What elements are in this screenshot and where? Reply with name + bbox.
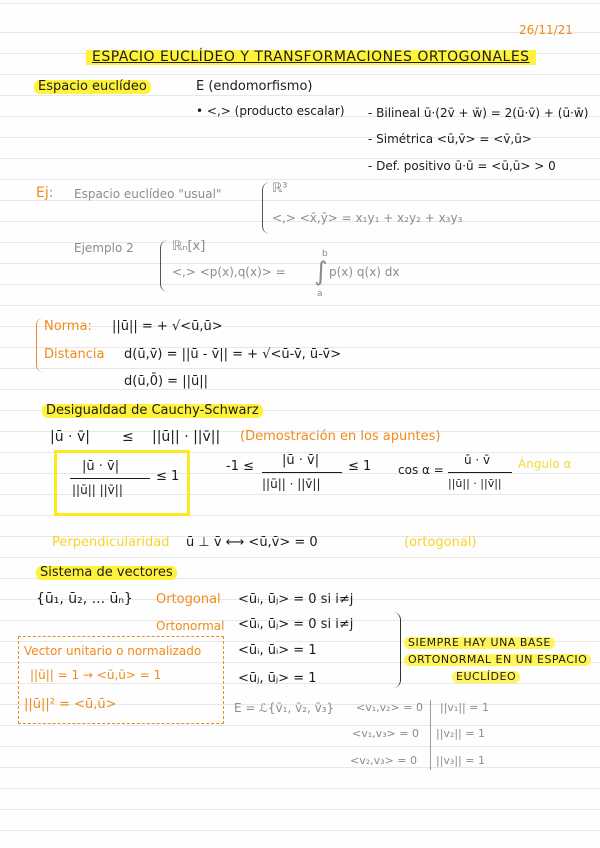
page-title: ESPACIO EUCLÍDEO Y TRANSFORMACIONES ORTOGONALES [86, 50, 536, 65]
example-row1-norm: ||v₁|| = 1 [440, 701, 489, 714]
range-denominator: ||ū|| · ||v̄|| [262, 477, 321, 491]
perp-label: Perpendicularidad [52, 535, 170, 550]
integral-lower: a [317, 289, 323, 299]
example1-product: <,> <x̄,ȳ> = x₁y₁ + x₂y₂ + x₃y₃ [272, 211, 463, 225]
ortonormal-label: Ortonormal [156, 619, 225, 633]
norma-formula: ||ū|| = + √<ū,ū> [112, 319, 223, 334]
example-row2-inner: <v₁,v₃> = 0 [352, 727, 419, 740]
example-row3-norm: ||v₃|| = 1 [436, 754, 485, 767]
cos-bar [448, 472, 512, 473]
range-numerator: |ū · v̄| [282, 453, 320, 468]
prop-bilineal: - Bilineal ū·(2v̄ + w̄) = 2(ū·v̄) + (ū·w̄) [368, 106, 589, 120]
siempre-line3: EUCLÍDEO [452, 671, 520, 683]
norma-label: Norma: [44, 319, 92, 334]
integral-body: p(x) q(x) dx [329, 265, 400, 279]
ortonormal-brace [390, 612, 401, 688]
example-divider [430, 700, 431, 770]
siempre-line1: SIEMPRE HAY UNA BASE [404, 637, 555, 649]
ortonormal-cond2: <ūᵢ, ūᵢ> = 1 [238, 643, 317, 658]
unit-vector-cond: ||ū|| = 1 → <ū,ū> = 1 [30, 668, 162, 682]
unit-vector-title: Vector unitario o normalizado [24, 644, 202, 658]
example-row1-inner: <v₁,v₂> = 0 [356, 701, 423, 714]
range-bar [262, 472, 342, 473]
distancia-label: Distancia [44, 347, 105, 362]
cos-left: cos α = [398, 463, 444, 477]
perp-note: (ortogonal) [404, 535, 477, 550]
example-row3-inner: <v₂,v₃> = 0 [350, 754, 417, 767]
ortonormal-cond3: <ūⱼ, ūⱼ> = 1 [238, 671, 317, 686]
example2-title: Ejemplo 2 [74, 241, 134, 255]
euclid-scalar-product: • <,> (producto escalar) [196, 104, 345, 118]
angle-label: Ángulo α [518, 457, 572, 471]
example2-product: <,> <p(x),q(x)> = [172, 265, 286, 279]
example1-space: ℝ³ [272, 181, 288, 196]
siempre-line2: ORTONORMAL EN UN ESPACIO [404, 654, 591, 666]
cos-denominator: ||ū|| · ||v̄|| [448, 477, 502, 490]
example2-brace [160, 240, 169, 292]
norma-brace [36, 318, 43, 372]
cauchy-note: (Demostración en los apuntes) [240, 429, 441, 444]
example-row2-norm: ||v₂|| = 1 [436, 727, 485, 740]
example-label: Ej: [36, 185, 54, 201]
ortogonal-cond: <ūᵢ, ūⱼ> = 0 si i≠j [238, 592, 354, 607]
vector-set: {ū₁, ū₂, ... ūₙ} [36, 591, 133, 607]
euclid-definition: E (endomorfismo) [196, 79, 313, 94]
perp-formula: ū ⊥ v̄ ⟷ <ū,v̄> = 0 [186, 535, 318, 550]
example1-brace [262, 182, 271, 234]
range-right: ≤ 1 [348, 459, 372, 474]
frac-numerator: |ū · v̄| [82, 459, 120, 474]
ortogonal-label: Ortogonal [156, 592, 221, 607]
example-span: E = ℒ{v̄₁, v̄₂, v̄₃} [234, 701, 335, 715]
cauchy-ineq-left: |ū · v̄| [50, 429, 90, 445]
integral-upper: b [322, 249, 328, 259]
distancia-origin: d(ū,0̄) = ||ū|| [124, 374, 208, 389]
cauchy-ineq-rel: ≤ [122, 429, 134, 445]
frac-denominator: ||ū|| ||v̄|| [72, 483, 123, 497]
integral-sign: ∫ [314, 257, 328, 287]
prop-simetrica: - Simétrica <ū,v̄> = <v̄,ū> [368, 132, 532, 146]
frac-bar [70, 478, 150, 479]
unit-vector-sq: ||ū||² = <ū,ū> [24, 697, 117, 712]
section-label-euclideo: Espacio euclídeo [34, 80, 151, 94]
example1-title: Espacio euclídeo "usual" [74, 187, 222, 201]
cauchy-ineq-right: ||ū|| · ||v̄|| [152, 429, 221, 445]
frac-rel: ≤ 1 [156, 469, 180, 484]
example2-space: ℝₙ[x] [172, 239, 206, 254]
ortonormal-cond1: <ūᵢ, ūⱼ> = 0 si i≠j [238, 617, 354, 632]
date: 26/11/21 [519, 23, 573, 37]
range-left: -1 ≤ [226, 459, 254, 474]
cos-numerator: ū · v̄ [464, 453, 491, 467]
cauchy-label: Desigualdad de Cauchy-Schwarz [42, 404, 263, 418]
prop-def-positivo: - Def. positivo ū·ū = <ū,ū> > 0 [368, 159, 556, 173]
distancia-formula: d(ū,v̄) = ||ū - v̄|| = + √<ū-v̄, ū-v̄> [124, 347, 342, 362]
sistema-label: Sistema de vectores [36, 566, 177, 580]
